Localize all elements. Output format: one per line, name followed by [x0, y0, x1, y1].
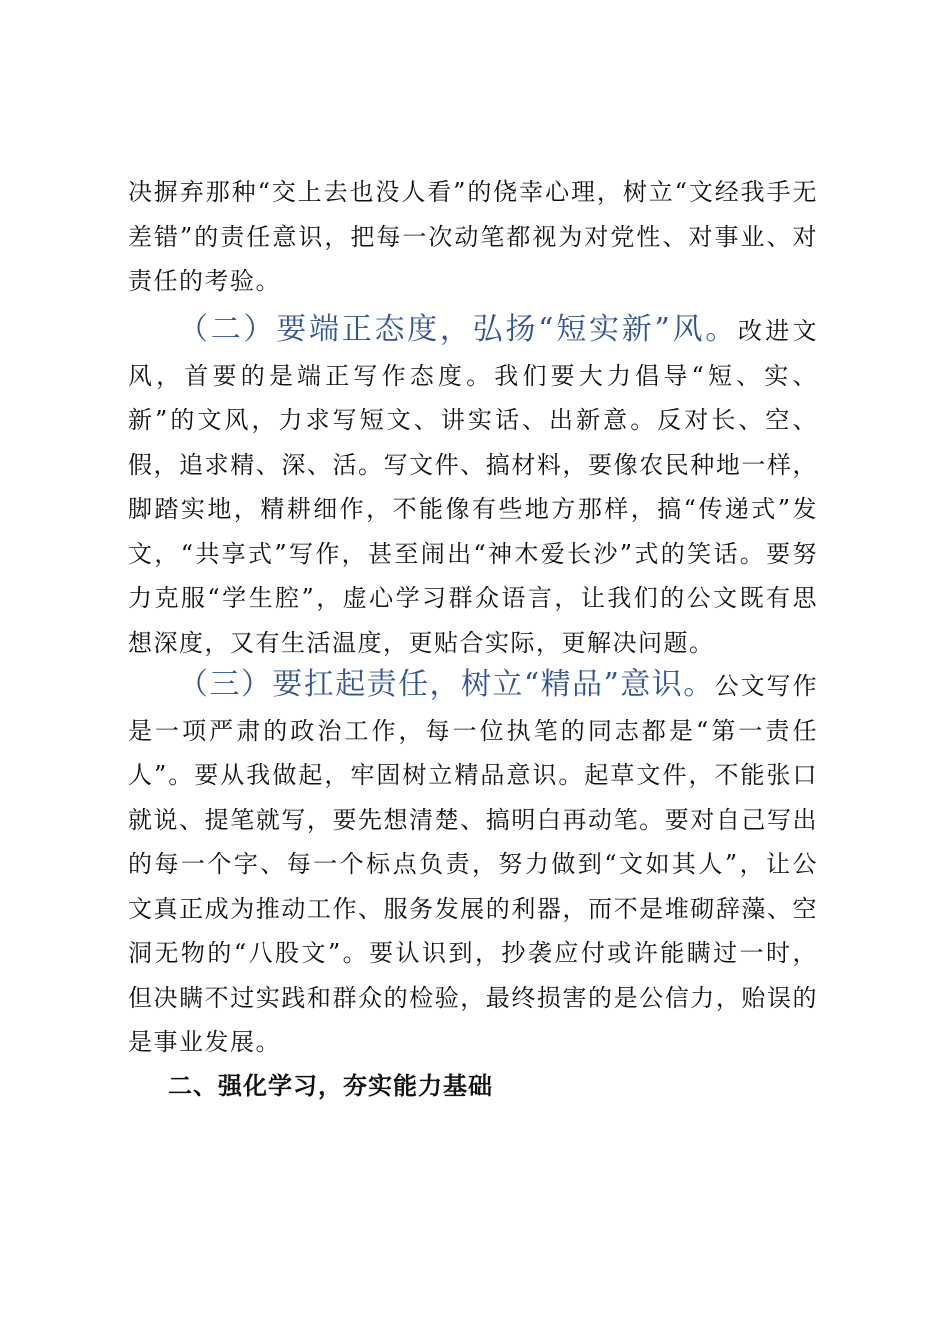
paragraph-2-body: 改进文风，首要的是端正写作态度。我们要大力倡导“短、实、新”的文风，力求写短文、讲实话、出新意。反对长、空、假，追求精、深、活。写文件、搞材料，要像农民种地一样，脚踏实地，精耕细作，不能像有些地方那样，搞“传递式”发文，“共享式”写作，甚至闹出“神木爱长沙”式的笑话。要努力克服“学生腔”，虚心学习群众语言，让我们的公文既有思想深度，又有生活温度，更贴合实际，更解决问题。 [128, 317, 818, 657]
paragraph-responsibility [128, 663, 818, 1065]
paragraph-3-body: 公文写作是一项严肃的政治工作，每一位执笔的同志都是“第一责任人”。要从我做起，牢固树立精品意识。起草文件，不能张口就说、提笔就写，要先想清楚、搞明白再动笔。要对自己写出的每一个字、每一个标点负责，努力做到“文如其人”，让公文真正成为推动工作、服务发展的利器，而不是堆砌辞藻、空洞无物的“八股文”。要认识到，抄袭应付或许能瞒过一时，但决瞒不过实践和群众的检验，最终损害的是公信力，贻误的是事业发展。 [128, 672, 818, 1056]
paragraph-attitude [128, 308, 818, 665]
section-heading: 二、强化学习，夯实能力基础 [168, 1072, 493, 1100]
paragraph-1-text: 决摒弃那种“交上去也没人看”的侥幸心理，树立“文经我手无差错”的责任意识，把每一次动笔都视为对党性、对事业、对责任的考验。 [128, 178, 818, 295]
paragraph-3-lead: （三）要扛起责任，树立“精品”意识。 [178, 667, 715, 702]
document-page [128, 0, 818, 1344]
paragraph-2-lead: （二）要端正态度，弘扬“短实新”风。 [178, 312, 739, 347]
paragraph-continuation [128, 170, 818, 304]
